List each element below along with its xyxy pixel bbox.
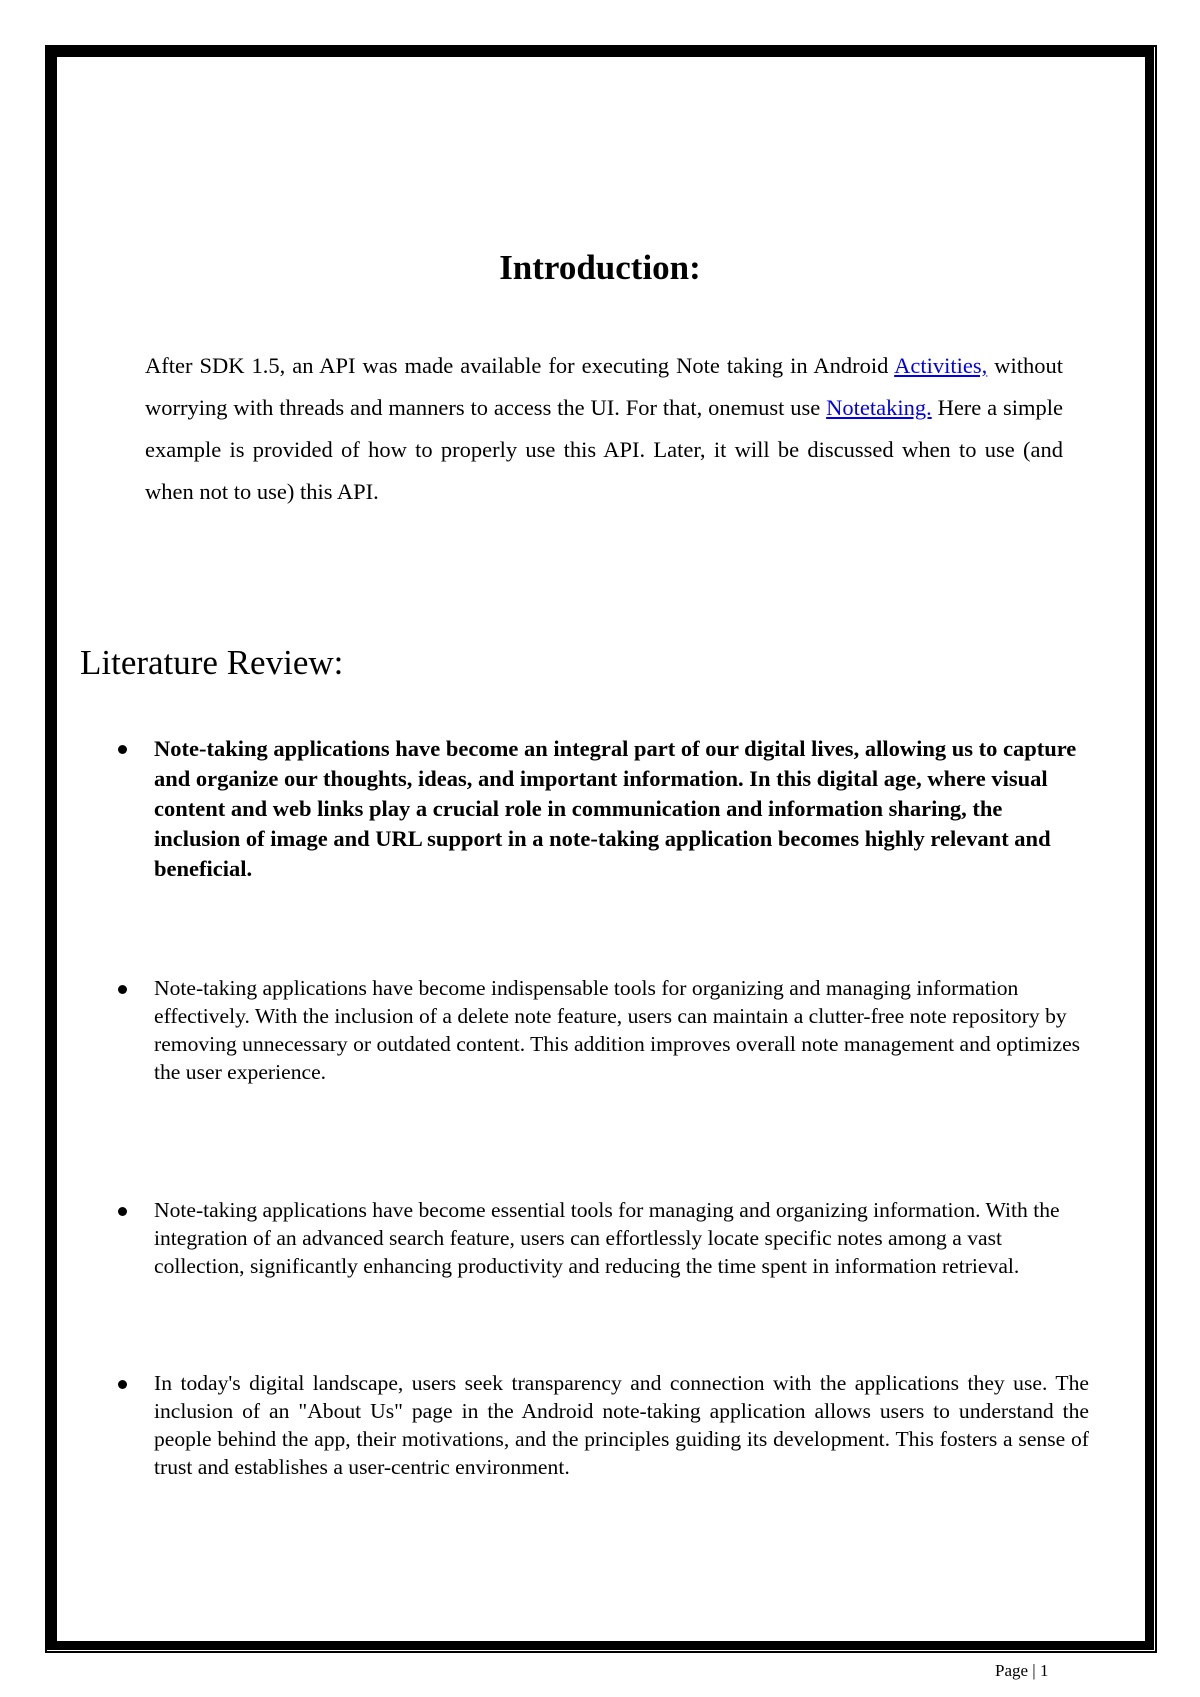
bullet-item-search <box>154 1196 1091 1280</box>
bullet-icon <box>118 745 127 754</box>
bullet-item-image-url <box>154 734 1094 884</box>
introduction-paragraph <box>145 345 1063 513</box>
literature-review-heading: Literature Review: <box>80 643 344 682</box>
bullet-text: Note-taking applications have become indispensable tools for organizing and managing information effectively. With the inclusion of a delete note feature, users can maintain a clutter-free note repository by removing unnecessary or outdated content. This addition improves overall note management and optimizes the user experience. <box>154 976 1081 1084</box>
notetaking-link[interactable]: Notetaking. <box>826 395 932 420</box>
bullet-icon <box>118 985 127 994</box>
introduction-text-2: without worrying with threads and manners to access the UI. For that, onemust use <box>145 353 1063 420</box>
activities-link[interactable]: Activities, <box>894 353 988 378</box>
introduction-heading: Introduction: <box>499 248 701 287</box>
bullet-text: Note-taking applications have become essential tools for managing and organizing information. With the integration of an advanced search feature, users can effortlessly locate specific notes among a vast collection, significantly enhancing productivity and reducing the time spent in information retrieval. <box>154 1198 1060 1278</box>
bullet-icon <box>118 1380 127 1389</box>
bullet-text: In today's digital landscape, users seek transparency and connection with the applications they use. The inclusion of an "About Us" page in the Android note-taking application allows users to understand the people behind the app, their motivations, and the principles guiding its development. This fosters a sense of trust and establishes a user-centric environment. <box>154 1371 1089 1479</box>
introduction-text-1: After SDK 1.5, an API was made available for executing Note taking in Android <box>145 353 895 378</box>
bullet-icon <box>118 1207 127 1216</box>
bullet-item-about-us <box>154 1369 1089 1481</box>
introduction-text-3: Here a simple example is provided of how to properly use this API. Later, it will be discussed when to use (and when not to use) this API. <box>145 395 1063 504</box>
bullet-item-delete-note <box>154 974 1091 1086</box>
bullet-text: Note-taking applications have become an integral part of our digital lives, allowing us to capture and organize our thoughts, ideas, and important information. In this digital age, where visual content and web links play a crucial role in communication and information sharing, the inclusion of image and URL support in a note-taking application becomes highly relevant and beneficial. <box>154 736 1077 881</box>
page-number: Page | 1 <box>995 1661 1049 1680</box>
